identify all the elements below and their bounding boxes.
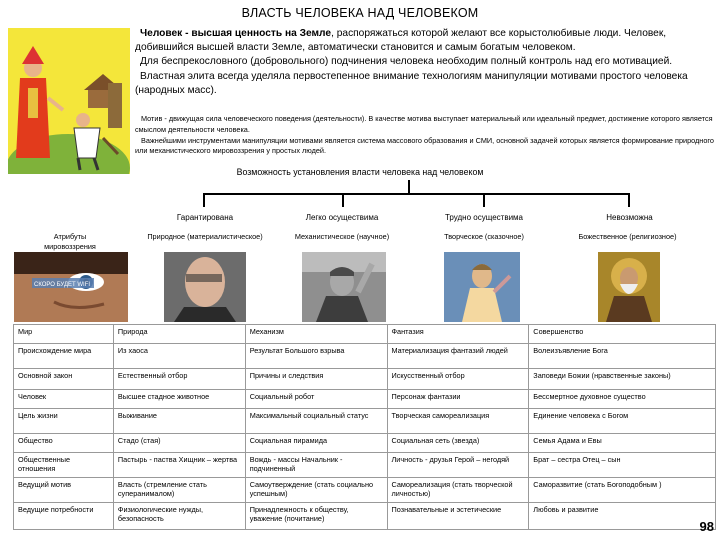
row-label: Ведущий мотив (14, 478, 114, 503)
table-row (14, 503, 716, 530)
photo-old-man (164, 252, 246, 322)
table-cell: Фантазия (387, 325, 529, 344)
page-number: 98 (699, 519, 714, 534)
table-row (14, 325, 716, 344)
motive-p1: Мотив - движущая сила человеческого поведения (деятельности). В качестве мотива выступает материальный или идеальный предмет, достижение которого является смыслом деятельности человека. (135, 114, 713, 134)
table-cell: Познавательные и эстетические (387, 503, 529, 530)
table-cell: Причины и следствия (245, 369, 387, 390)
table-cell: Личность - друзья Герой – негодяй (387, 453, 529, 478)
table-cell: Результат Большого взрыва (245, 344, 387, 369)
connector-stem (408, 180, 410, 194)
table-row (14, 344, 716, 369)
table-cell: Власть (стремление стать суперанималом) (113, 478, 245, 503)
table-cell: Саморазвитие (стать Богоподобным ) (529, 478, 716, 503)
col-head-2: Легко осуществима (305, 213, 379, 222)
row-label: Основной закон (14, 369, 114, 390)
table-cell: Творческая самореализация (387, 409, 529, 434)
connector-bar (203, 193, 630, 195)
table-cell: Пастырь - паства Хищник – жертва (113, 453, 245, 478)
table-cell: Стадо (стая) (113, 434, 245, 453)
table-cell: Механизм (245, 325, 387, 344)
table-cell: Социальная сеть (звезда) (387, 434, 529, 453)
table-row (14, 409, 716, 434)
diagram-title: Возможность установления власти человека над человеком (236, 167, 484, 177)
motive-text (135, 114, 715, 157)
table-cell: Бессмертное духовное существо (529, 390, 716, 409)
photo-creative (444, 252, 520, 322)
row-label: Цель жизни (14, 409, 114, 434)
cartoon-illustration (8, 28, 130, 174)
table-row (14, 434, 716, 453)
intro-p2: Для беспрекословного (добровольного) подчинения человека необходим полный контроль над его мотивацией. (140, 56, 673, 68)
table-cell: Социальный робот (245, 390, 387, 409)
row-label: Общественные отношения (14, 453, 114, 478)
col-sub-1: Природное (материалистическое) (147, 232, 263, 241)
col-head-3: Трудно осуществима (444, 213, 523, 222)
table-cell: Выживание (113, 409, 245, 434)
table-cell: Из хаоса (113, 344, 245, 369)
photo-stalin (302, 252, 386, 322)
connector-drop-3 (483, 193, 485, 207)
page-title: ВЛАСТЬ ЧЕЛОВЕКА НАД ЧЕЛОВЕКОМ (241, 6, 479, 20)
table-row (14, 369, 716, 390)
intro-text (135, 27, 713, 98)
connector-drop-4 (628, 193, 630, 207)
eye-label: СКОРО БУДЕТ WIFI (34, 282, 91, 288)
intro-p1: , распоряжаться которой желают все корыстолюбивые люди. Человек, добившийся высшей власти Земле, автоматически становится и самым богатым человеком. (135, 28, 667, 54)
intro-p3: Властная элита всегда уделяла первостепенное внимание технологиям манипуляции мотивами простого человека (народных масс). (135, 70, 688, 96)
col-sub-4: Божественное (религиозное) (578, 232, 677, 241)
table-cell: Природа (113, 325, 245, 344)
table-cell: Социальная пирамида (245, 434, 387, 453)
table-cell: Семья Адама и Евы (529, 434, 716, 453)
table-row (14, 453, 716, 478)
table-cell: Самореализация (стать творческой личностью) (387, 478, 529, 503)
intro-bold: Человек - высшая ценность на Земле (140, 28, 332, 39)
row-label: Мир (14, 325, 114, 344)
row-label: Общество (14, 434, 114, 453)
table-cell: Вождь - массы Начальник - подчиненный (245, 453, 387, 478)
table-cell: Естественный отбор (113, 369, 245, 390)
motive-p2: Важнейшими инструментами манипуляции мотивами является система массового образования и СМИ, основной задачей которых является формирование природного или механистического мировоззрения у простых людей. (135, 135, 714, 156)
col-head-4: Невозможна (606, 213, 653, 222)
table-cell: Максимальный социальный статус (245, 409, 387, 434)
col-sub-2: Механистическое (научное) (294, 232, 390, 241)
table-cell: Искусственный отбор (387, 369, 529, 390)
row-label: Человек (14, 390, 114, 409)
table-cell: Самоутверждение (стать социально успешным) (245, 478, 387, 503)
table-cell: Принадлежность к обществу, уважение (почитание) (245, 503, 387, 530)
photo-eye-face (14, 252, 128, 322)
table-cell: Любовь и развитие (529, 503, 716, 530)
table-cell: Высшее стадное животное (113, 390, 245, 409)
row-label: Происхождение мира (14, 344, 114, 369)
connector-drop-1 (203, 193, 205, 207)
table-cell: Волеизъявление Бога (529, 344, 716, 369)
table-cell: Единение человека с Богом (529, 409, 716, 434)
col-sub-3: Творческое (сказочное) (444, 232, 524, 241)
row-header-attributes: Атрибуты мировоззрения (44, 232, 96, 251)
table-cell: Совершенство (529, 325, 716, 344)
table-cell: Физиологические нужды, безопасность (113, 503, 245, 530)
table-cell: Материализация фантазий людей (387, 344, 529, 369)
table-cell: Персонаж фантазии (387, 390, 529, 409)
worldview-table (13, 324, 716, 530)
photo-icon-saint (598, 252, 660, 322)
connector-drop-2 (342, 193, 344, 207)
row-label: Ведущие потребности (14, 503, 114, 530)
col-head-1: Гарантирована (176, 213, 234, 222)
table-cell: Брат – сестра Отец – сын (529, 453, 716, 478)
table-cell: Заповеди Божии (нравственные законы) (529, 369, 716, 390)
table-row (14, 478, 716, 503)
table-row (14, 390, 716, 409)
